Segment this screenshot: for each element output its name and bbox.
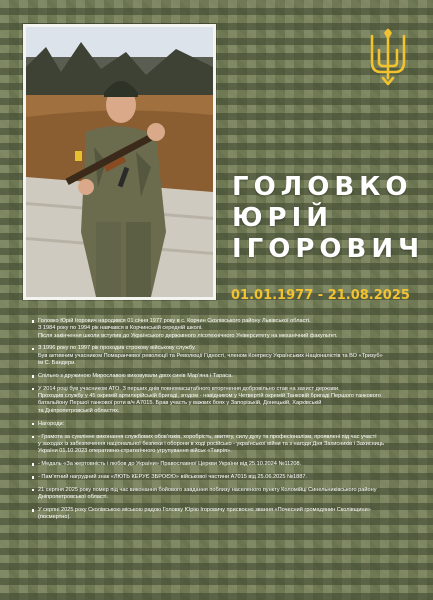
name-patronymic: ІГОРОВИЧ: [232, 234, 425, 264]
awards-heading: Нагороди:: [38, 420, 65, 427]
bio-item-birth: [32, 318, 427, 340]
bio-line: та Дніпропетровській областях.: [38, 407, 120, 414]
bullet-mark: [32, 489, 34, 491]
bio-line: Спільно з дружиною Мирославою виховували двох синів Мар'яна і Тараса.: [38, 372, 233, 379]
award-line: - Пам'ятний нагрудний знак «ЛЮТЬ КЕРУЄ ЗБРОЄЮ» військової частини А7015 від 25.06.2025 №1887.: [38, 473, 307, 480]
bullet-mark: [32, 375, 34, 377]
award-item-certificate: [32, 434, 427, 456]
bio-line: З 1996 року по 1997 рік проходив строкову військову службу.: [38, 345, 196, 352]
bio-line: ім С. Бандери.: [38, 360, 76, 367]
award-line: у заходах із забезпечення національної безпеки і оборони в ході російсько - української війни та з нагоди Дня Захисників і Захисниць: [38, 440, 384, 447]
bio-item-awards: [32, 421, 427, 428]
bio-line: Був активним учасником Помаранчевої революції та Революції Гідності, членом Конгресу Українських Націоналістів та ВО «Тризуб»: [38, 352, 383, 359]
bullet-mark: [32, 348, 34, 350]
bio-item-death: [32, 487, 427, 502]
bio-item-honor: [32, 507, 427, 522]
bullet-mark: [32, 436, 34, 438]
bio-line: батальйону Першої танкової роти в/ч А7015. Брав участь у важких боях у Запорізькій, Донецькій, Харківській: [38, 400, 322, 407]
award-line: України 01.10.2023 оперативно-стратегічного угрупування військ «Таврія».: [38, 448, 232, 455]
bullet-mark: [32, 320, 34, 322]
bio-line: Проходив службу у 45 окремій артилерійській бригаді, згодом - навідником у Четвертій окремій Танковій бригаді Першого танкового: [38, 393, 381, 400]
bio-line: Після закінчення школи вступив до Українського державного лісотехнічного Університету на механічний факультет.: [38, 332, 338, 339]
award-item-medal: [32, 461, 427, 468]
bio-line: З 1984 року по 1994 рік навчався в Корчинській середній школі.: [38, 325, 203, 332]
award-item-badge: [32, 474, 427, 481]
portrait-photo-frame: [23, 24, 216, 300]
bullet-mark: [32, 476, 34, 478]
bio-item-combat: [32, 386, 427, 415]
bio-line: 21 серпня 2025 року помер під час виконання бойового завдання поблизу населеного пункту Коломійці Синельниківського району: [38, 486, 377, 493]
bullet-mark: [32, 509, 34, 511]
biography: [32, 318, 427, 527]
award-line: - Грамота за сумлінне виконання службових обов'язків, хоробрість, звитягу, силу духу та професіоналізм, проявлені під час участі: [38, 433, 377, 440]
name-first: ЮРІЙ: [232, 203, 334, 233]
bio-item-service: [32, 345, 427, 367]
bullet-mark: [32, 463, 34, 465]
portrait-photo: [26, 27, 213, 297]
name-surname: ГОЛОВКО: [232, 172, 413, 202]
bio-line: У 2014 році був учасником АТО. З перших днів повномасштабного вторгнення добровільно став на захист держави.: [38, 385, 340, 392]
award-line: - Медаль «За жертовність і любов до України» Православної Церкви України від 25.10.2024 №11208.: [38, 461, 302, 468]
hero-name: [232, 172, 425, 265]
bio-item-family: [32, 373, 427, 380]
bullet-mark: [32, 388, 34, 390]
bio-line: (посмертно).: [38, 514, 71, 521]
bullet-mark: [32, 423, 34, 425]
tryzub-icon: [368, 28, 408, 86]
bio-line: Дніпропетровської області.: [38, 494, 109, 501]
bio-line: Головко Юрій Ігорович народився 01 січня 1977 року в с. Корчин Сколівського району Львівської області.: [38, 318, 311, 324]
bio-line: У серпні 2025 року Сколівською міською радою Головку Юрію Ігоровичу присвоєно звання «Почесний громадянин Сколівщини»: [38, 506, 371, 513]
life-dates: 01.01.1977 - 21.08.2025: [231, 288, 410, 303]
